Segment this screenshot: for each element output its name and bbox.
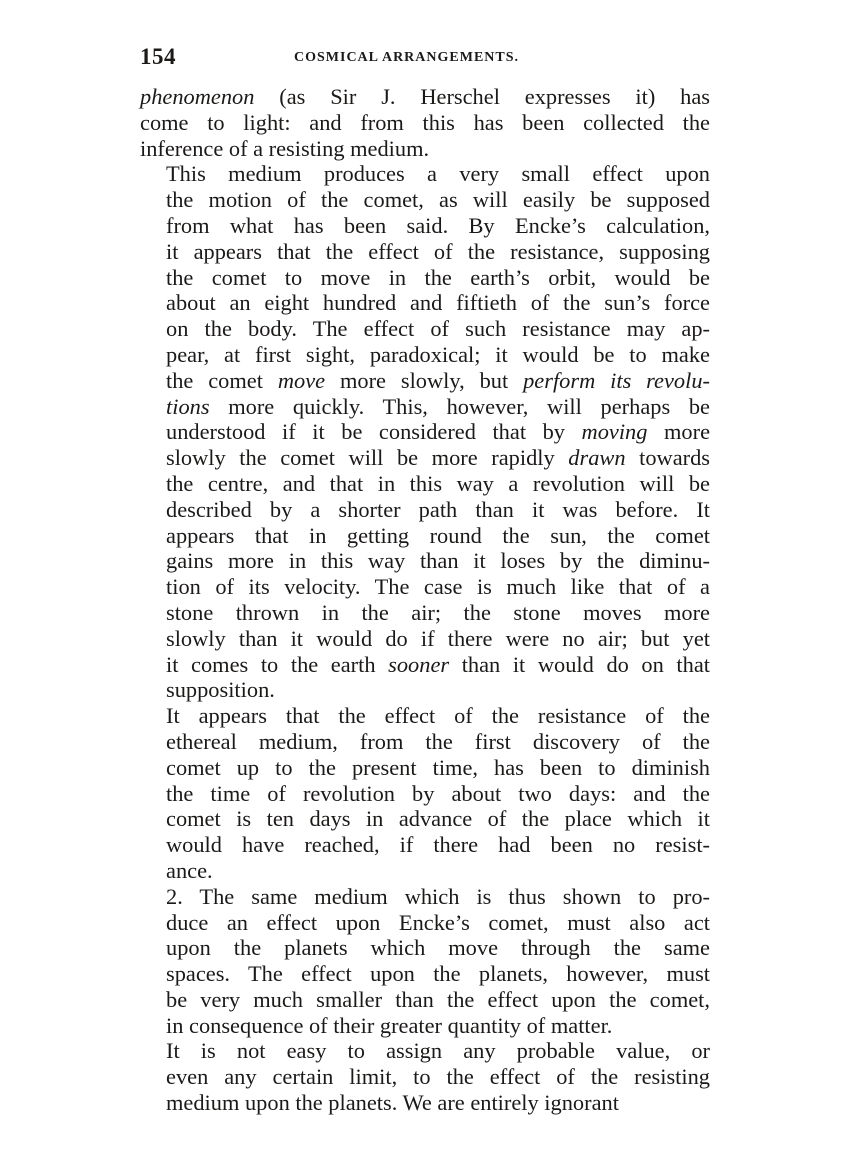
- text-line: [140, 471, 710, 497]
- text-run: even any certain limit, to the effect of the resisting: [166, 1064, 710, 1090]
- italic-text: perform its revolu-: [523, 367, 711, 393]
- text-line: [140, 652, 710, 678]
- text-line: [140, 1013, 710, 1039]
- text-run: This medium produces a very small effect upon: [166, 161, 710, 187]
- text-run: It appears that the effect of the resistance of the: [166, 703, 710, 729]
- text-run: more: [647, 419, 711, 445]
- text-run: ethereal medium, from the first discovery of the: [166, 728, 710, 754]
- text-run: would have reached, if there had been no resist-: [166, 832, 710, 858]
- text-line: [140, 858, 710, 884]
- text-run: gains more in this way than it loses by the diminu-: [166, 548, 710, 574]
- text-line: [140, 110, 710, 136]
- italic-text: tions: [166, 393, 210, 419]
- text-run: described by a shorter path than it was before. It: [166, 496, 710, 522]
- text-run: more quickly. This, however, will perhaps be: [209, 393, 710, 419]
- text-line: [140, 239, 710, 265]
- text-line: [140, 961, 710, 987]
- text-line: [140, 626, 710, 652]
- text-line: [140, 1038, 710, 1064]
- paragraph-resisting-medium-effect: [140, 161, 710, 703]
- text-run: it appears that the effect of the resistance, supposing: [166, 238, 710, 264]
- text-line: [140, 884, 710, 910]
- italic-text: drawn: [568, 445, 626, 471]
- text-line: [140, 265, 710, 291]
- text-run: slowly the comet will be more rapidly: [166, 445, 569, 471]
- text-run: inference of a resisting medium.: [140, 135, 430, 161]
- page-header: [140, 44, 710, 78]
- text-line: [140, 497, 710, 523]
- text-line: [140, 136, 710, 162]
- text-line: [140, 290, 710, 316]
- paragraph-revolution-time: [140, 703, 710, 884]
- text-line: [140, 806, 710, 832]
- text-run: towards: [625, 445, 710, 471]
- paragraph-continuation: [140, 84, 710, 161]
- text-run: in consequence of their greater quantity of matter.: [166, 1012, 613, 1038]
- text-line: [140, 419, 710, 445]
- text-line: [140, 548, 710, 574]
- text-line: [140, 677, 710, 703]
- text-run: it comes to the earth: [166, 651, 389, 677]
- text-line: [140, 1090, 710, 1116]
- page-number: 154: [140, 44, 176, 69]
- text-run: more slowly, but: [325, 367, 524, 393]
- text-run: comet is ten days in advance of the place which it: [166, 806, 710, 832]
- text-line: [140, 987, 710, 1013]
- text-run: the motion of the comet, as will easily be supposed: [166, 187, 710, 213]
- text-run: from what has been said. By Encke’s calculation,: [166, 212, 710, 238]
- text-run: the comet: [166, 367, 278, 393]
- text-line: [140, 84, 710, 110]
- text-line: [140, 729, 710, 755]
- text-line: [140, 445, 710, 471]
- text-run: the centre, and that in this way a revolution will be: [166, 470, 710, 496]
- body-text: [140, 84, 710, 1116]
- text-line: [140, 187, 710, 213]
- text-line: [140, 574, 710, 600]
- text-line: [140, 910, 710, 936]
- text-line: [140, 935, 710, 961]
- paragraph-probable-value: [140, 1038, 710, 1115]
- text-run: upon the planets which move through the same: [166, 935, 710, 961]
- text-line: [140, 600, 710, 626]
- text-line: [140, 161, 710, 187]
- text-run: (as Sir J. Herschel expresses it) has: [254, 84, 710, 109]
- text-line: [140, 781, 710, 807]
- text-run: slowly than it would do if there were no air; but yet: [166, 625, 710, 651]
- text-run: ance.: [166, 857, 213, 883]
- text-line: [140, 213, 710, 239]
- text-run: understood if it be considered that by: [166, 419, 582, 445]
- text-run: spaces. The effect upon the planets, however, must: [166, 961, 710, 987]
- text-run: about an eight hundred and fiftieth of the sun’s force: [166, 290, 710, 316]
- italic-text: sooner: [388, 651, 450, 677]
- text-line: [140, 316, 710, 342]
- text-run: appears that in getting round the sun, the comet: [166, 522, 710, 548]
- text-line: [140, 755, 710, 781]
- text-run: comet up to the present time, has been to diminish: [166, 754, 710, 780]
- italic-text: moving: [581, 419, 648, 445]
- running-head: COSMICAL ARRANGEMENTS.: [294, 50, 520, 65]
- text-run: 2. The same medium which is thus shown to pro-: [166, 883, 710, 909]
- text-run: than it would do on that: [449, 651, 710, 677]
- text-line: [140, 394, 710, 420]
- italic-text: phenomenon: [140, 84, 255, 109]
- text-run: the time of revolution by about two days: and the: [166, 780, 710, 806]
- text-run: medium upon the planets. We are entirely ignorant: [166, 1090, 619, 1116]
- text-run: supposition.: [166, 677, 275, 703]
- text-run: duce an effect upon Encke’s comet, must also act: [166, 909, 710, 935]
- text-line: [140, 1064, 710, 1090]
- text-run: come to light: and from this has been collected the: [140, 109, 710, 135]
- italic-text: move: [277, 367, 326, 393]
- text-run: on the body. The effect of such resistance may ap-: [166, 316, 710, 342]
- text-run: stone thrown in the air; the stone moves more: [166, 599, 710, 625]
- text-run: pear, at first sight, paradoxical; it would be to make: [166, 341, 710, 367]
- text-line: [140, 342, 710, 368]
- text-run: the comet to move in the earth’s orbit, would be: [166, 264, 710, 290]
- text-line: [140, 832, 710, 858]
- text-line: [140, 368, 710, 394]
- paragraph-section-2-planets: [140, 884, 710, 1039]
- text-run: It is not easy to assign any probable value, or: [166, 1038, 710, 1064]
- text-run: be very much smaller than the effect upon the comet,: [166, 986, 710, 1012]
- text-run: tion of its velocity. The case is much like that of a: [166, 574, 710, 600]
- text-line: [140, 523, 710, 549]
- text-line: [140, 703, 710, 729]
